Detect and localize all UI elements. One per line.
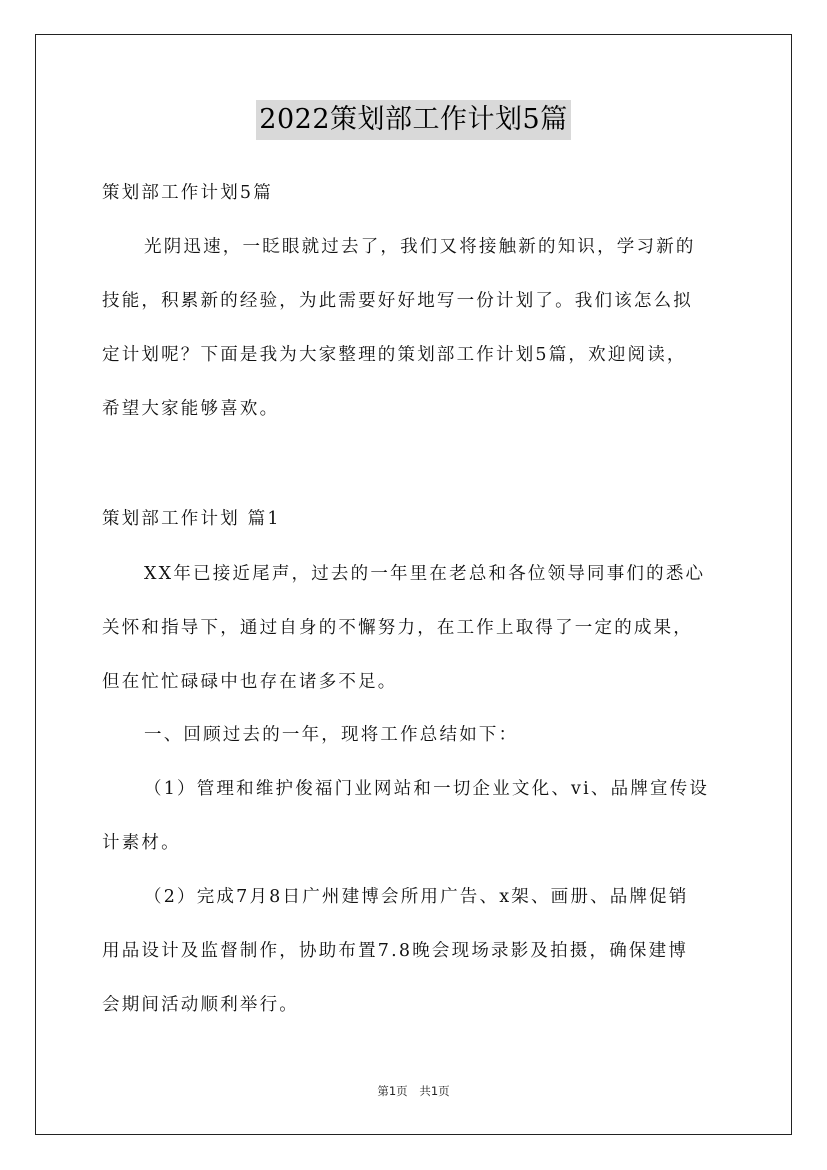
title-wrapper: [0, 100, 827, 140]
page-number-current: 第1页: [377, 1084, 408, 1098]
paragraph-line: 光阴迅速，一眨眼就过去了，我们又将接触新的知识，学习新的: [144, 237, 696, 257]
document-title: 2022策划部工作计划5篇: [256, 100, 570, 140]
paragraph-line: 定计划呢？下面是我为大家整理的策划部工作计划5篇，欢迎阅读，: [102, 345, 687, 365]
paragraph-line: XX年已接近尾声，过去的一年里在老总和各位领导同事们的悉心: [144, 564, 706, 584]
page-number-total: 共1页: [419, 1084, 450, 1098]
paragraph-line: （2）完成7月8日广州建博会所用广告、x架、画册、品牌促销: [144, 887, 689, 907]
paragraph-line: （1）管理和维护俊福门业网站和一切企业文化、vi、品牌宣传设: [144, 779, 710, 799]
section-heading: 策划部工作计划 篇1: [102, 509, 281, 529]
paragraph-line: 会期间活动顺利举行。: [102, 995, 299, 1015]
paragraph-line: 但在忙忙碌碌中也存在诸多不足。: [102, 672, 398, 692]
section-heading: 策划部工作计划5篇: [102, 183, 273, 203]
paragraph-line: 用品设计及监督制作，协助布置7.8晚会现场录影及拍摄，确保建博: [102, 941, 689, 961]
paragraph-line: 希望大家能够喜欢。: [102, 399, 280, 419]
page-footer: [0, 1083, 827, 1099]
paragraph-line: 关怀和指导下，通过自身的不懈努力，在工作上取得了一定的成果，: [102, 618, 693, 638]
paragraph-line: 一、回顾过去的一年，现将工作总结如下：: [144, 725, 519, 745]
paragraph-line: 技能，积累新的经验，为此需要好好地写一份计划了。我们该怎么拟: [102, 291, 693, 311]
paragraph-line: 计素材。: [102, 833, 181, 853]
